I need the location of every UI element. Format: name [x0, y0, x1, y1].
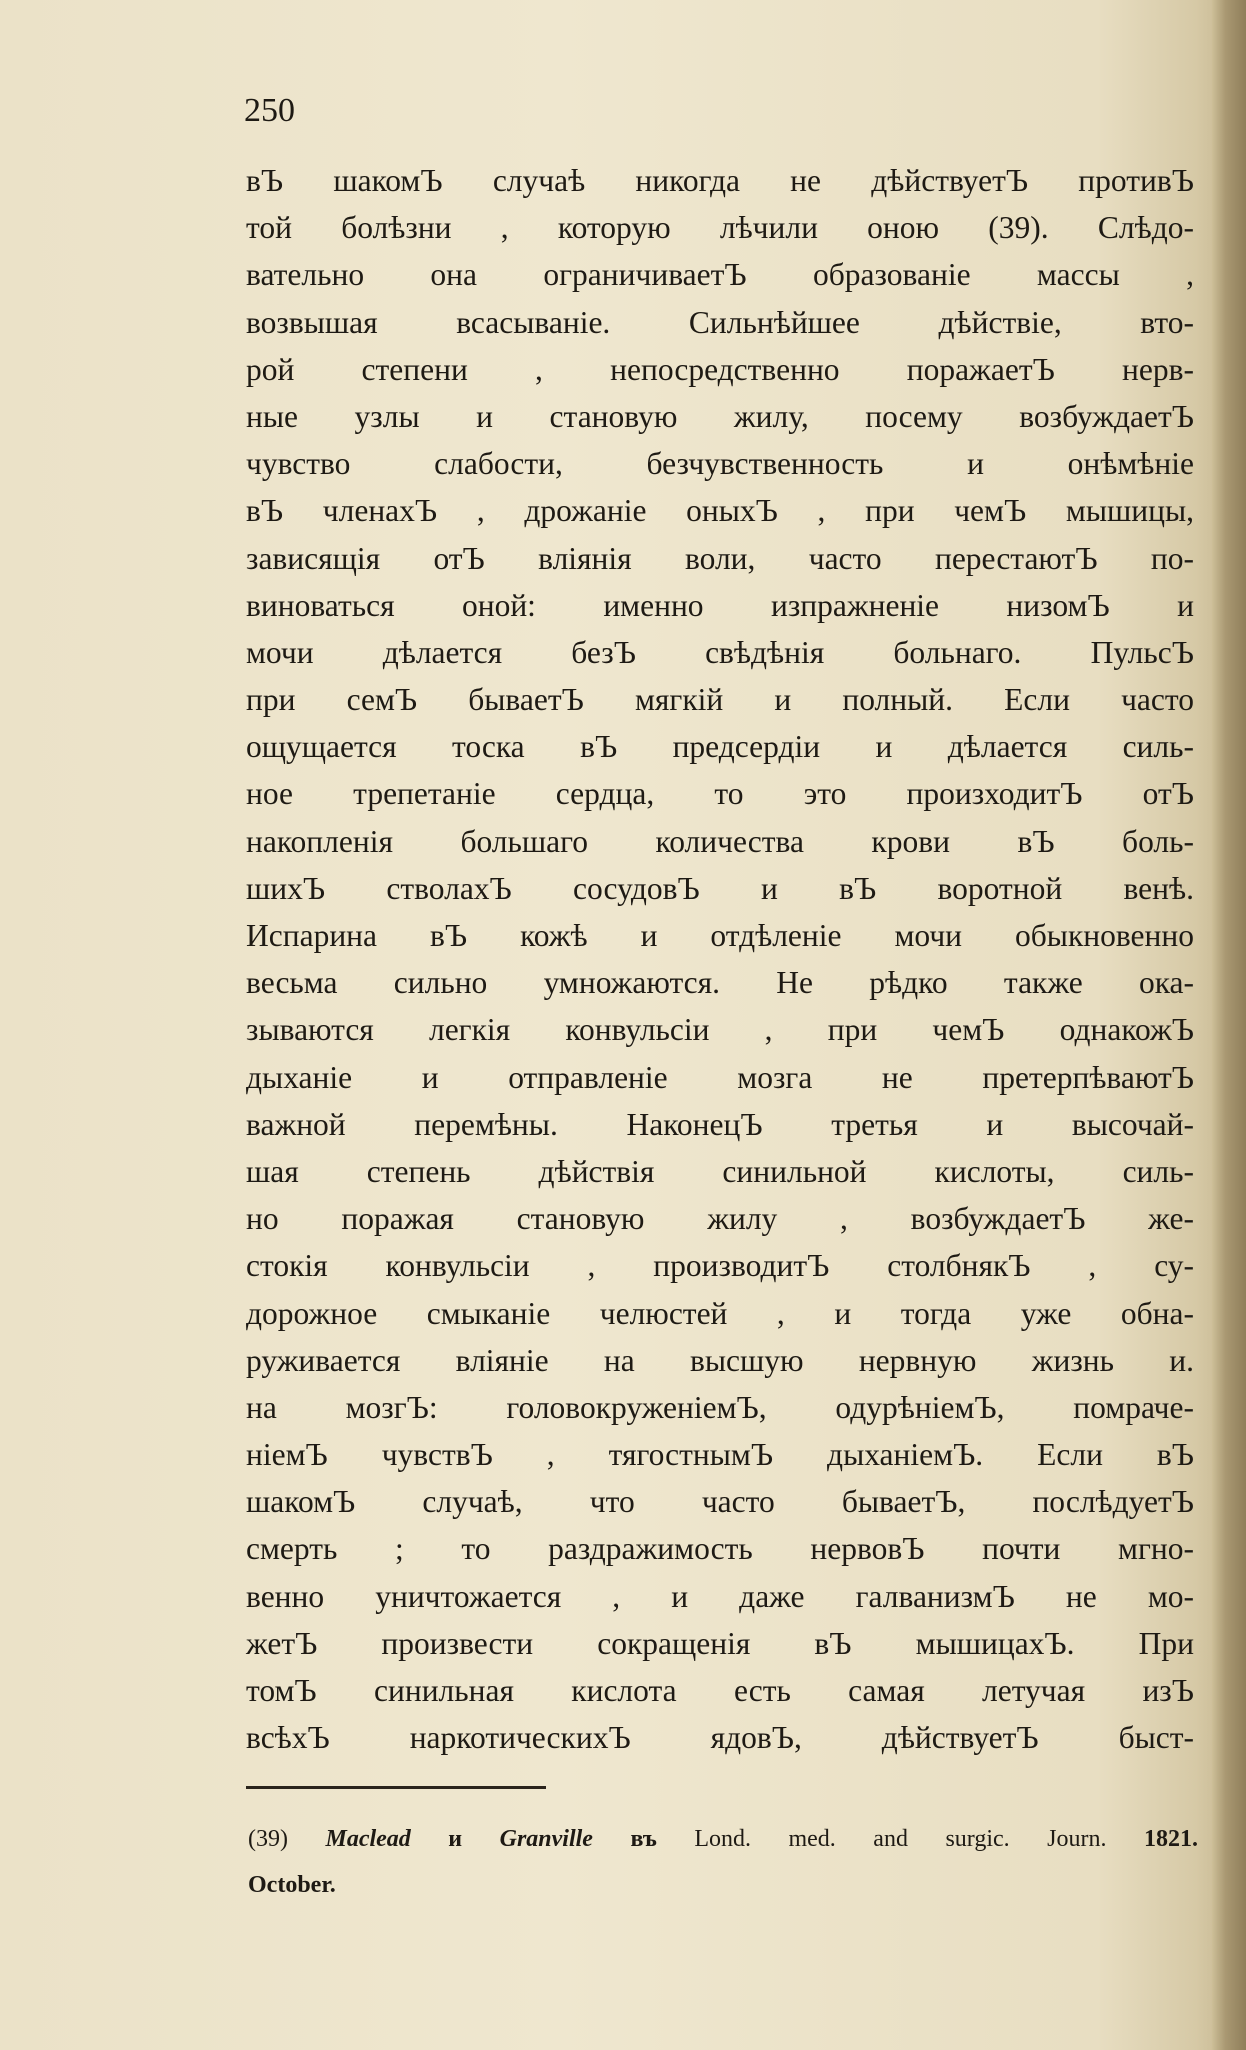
- text-line: всѣхЪ наркотическихЪ ядовЪ, дѣйствуетЪ быст-: [246, 1720, 1194, 1756]
- text-line: накопленія большаго количества крови вЪ боль-: [246, 823, 1194, 859]
- text-line: зываются легкія конвульсіи , при чемЪ однакожЪ: [246, 1012, 1194, 1048]
- text-line: зависящія отЪ вліянія воли, часто перестаютЪ по-: [246, 540, 1194, 576]
- text-line: смерть ; то раздражимость нервовЪ почти мгно-: [246, 1531, 1194, 1567]
- text-line: шакомЪ случаѣ, что часто бываетЪ, послѣдуетЪ: [246, 1484, 1194, 1520]
- body-text: [246, 157, 1194, 1761]
- footnote-journal: Lond. med. and surgic. Journ.: [694, 1826, 1107, 1852]
- text-line: ощущается тоска вЪ предсердіи и дѣлается силь-: [246, 729, 1194, 765]
- text-line: виноваться оной: именно изпражненіе низомЪ и: [246, 587, 1194, 623]
- text-line: жетЪ произвести сокращенія вЪ мышицахЪ. При: [246, 1625, 1194, 1661]
- text-line: вЪ шакомЪ случаѣ никогда не дѣйствуетЪ противЪ: [246, 163, 1194, 198]
- footnote-author: Granville: [499, 1826, 593, 1852]
- text-line: шихЪ стволахЪ сосудовЪ и вЪ воротной венѣ.: [246, 870, 1194, 906]
- text-line: шая степень дѣйствія синильной кислоты, силь-: [246, 1153, 1194, 1189]
- text-line: ные узлы и становую жилу, посему возбуждаетЪ: [246, 398, 1194, 434]
- text-line: но поражая становую жилу , возбуждаетЪ же-: [246, 1201, 1194, 1237]
- text-line: дыханіе и отправленіе мозга не претерпѣваютЪ: [246, 1059, 1194, 1095]
- page-number: 250: [244, 92, 295, 129]
- text-line: вательно она ограничиваетЪ образованіе массы ,: [246, 257, 1194, 293]
- text-line: руживается вліяніе на высшую нервную жизнь и.: [246, 1342, 1194, 1378]
- footnote-year: 1821.: [1144, 1826, 1198, 1852]
- text-line: рой степени , непосредственно поражаетЪ нерв-: [246, 351, 1194, 387]
- footnote-line: [248, 1816, 1198, 1862]
- page-edge-shadow: [1212, 0, 1246, 2050]
- text-line: на мозгЪ: головокруженіемЪ, одурѣніемЪ, помраче-: [246, 1389, 1194, 1425]
- text-line: томЪ синильная кислота есть самая летучая изЪ: [246, 1673, 1194, 1708]
- footnote-preposition: въ: [630, 1826, 657, 1852]
- text-line: ніемЪ чувствЪ , тягостнымЪ дыханіемЪ. Если вЪ: [246, 1437, 1194, 1473]
- text-line: вЪ членахЪ , дрожаніе оныхЪ , при чемЪ мышицы,: [246, 493, 1194, 529]
- footnote-author: Maclead: [325, 1826, 411, 1852]
- footnote-month: October.: [248, 1872, 336, 1898]
- text-line: чувство слабости, безчувственность и онѣмѣніе: [246, 446, 1194, 482]
- text-line: мочи дѣлается безЪ свѣдѣнія больнаго. ПульсЪ: [246, 634, 1194, 670]
- text-line: Испарина вЪ кожѣ и отдѣленіе мочи обыкновенно: [246, 918, 1194, 953]
- text-line: той болѣзни , которую лѣчили оною (39). Слѣдо-: [246, 210, 1194, 246]
- text-line: венно уничтожается , и даже галванизмЪ не мо-: [246, 1578, 1194, 1614]
- text-line: при семЪ бываетЪ мягкій и полный. Если часто: [246, 682, 1194, 718]
- footnote-conjunction: и: [448, 1826, 463, 1852]
- text-line: дорожное смыканіе челюстей , и тогда уже обна-: [246, 1295, 1194, 1331]
- text-line: возвышая всасываніе. Сильнѣйшее дѣйствіе, вто-: [246, 304, 1194, 340]
- text-line: стокія конвульсіи , производитЪ столбнякЪ , су-: [246, 1248, 1194, 1284]
- footnote-divider: [246, 1786, 546, 1789]
- text-line: весьма сильно умножаются. Не рѣдко также ока-: [246, 965, 1194, 1001]
- footnote-number: (39): [248, 1826, 288, 1852]
- footnote: [248, 1816, 1198, 1908]
- text-line: ное трепетаніе сердца, то это произходитЪ отЪ: [246, 776, 1194, 812]
- text-line: важной перемѣны. НаконецЪ третья и высочай-: [246, 1106, 1194, 1142]
